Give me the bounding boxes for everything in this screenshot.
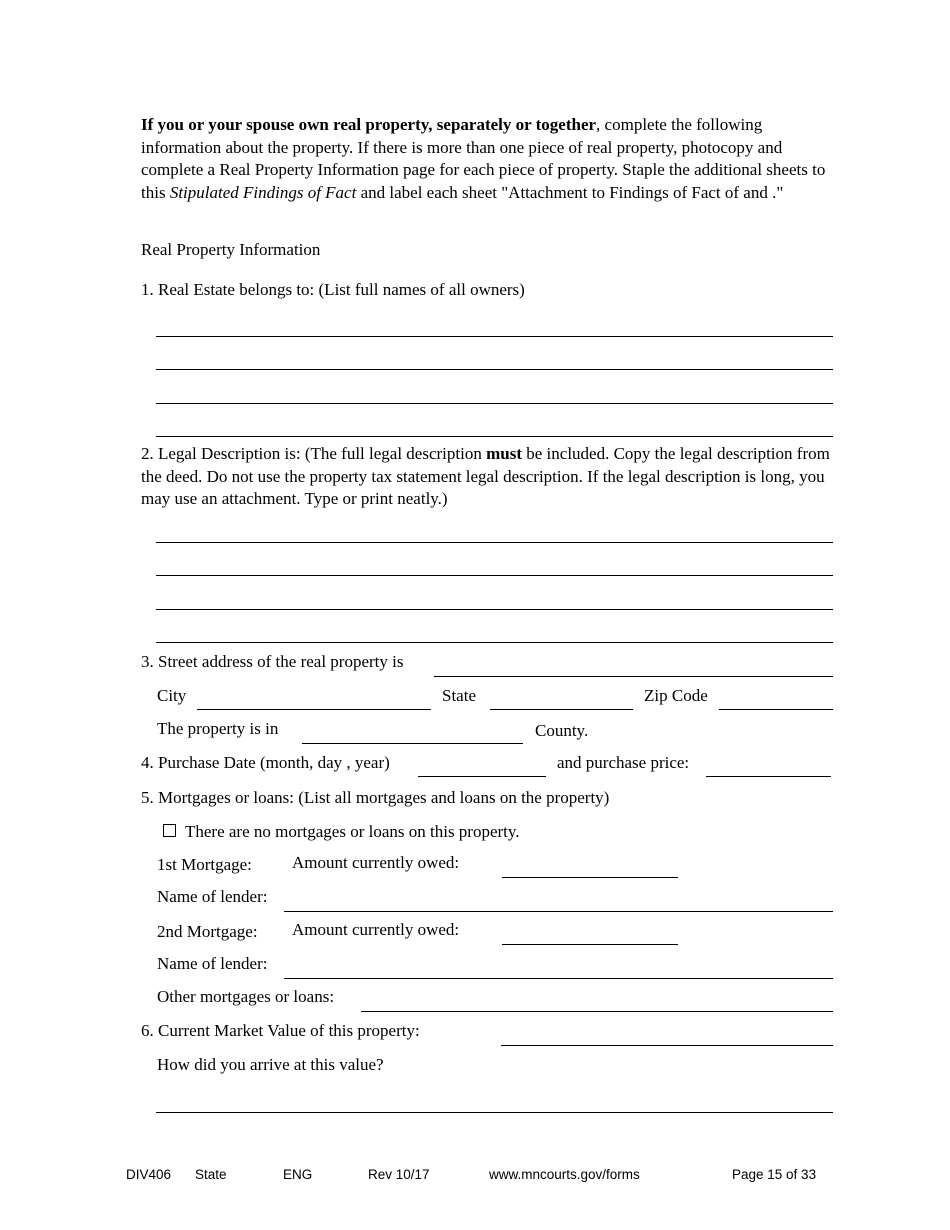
legal-description-line-4[interactable] [156, 642, 833, 643]
no-mortgages-label: There are no mortgages or loans on this property. [185, 822, 520, 841]
second-lender-field[interactable] [284, 978, 833, 979]
q3-label: 3. Street address of the real property is [141, 652, 404, 671]
purchase-price-label: and purchase price: [557, 753, 690, 772]
footer-page-number: Page 15 of 33 [732, 1167, 817, 1182]
county-field[interactable] [302, 743, 523, 744]
q5-label: 5. Mortgages or loans: (List all mortgages and loans on the property) [141, 788, 610, 807]
owners-line-2[interactable] [156, 369, 833, 370]
street-address-field[interactable] [434, 676, 833, 677]
intro-text-1: , complete the following information about the property. If there is more than one piece of real property, photocopy and complete a Real Property Information page for each piece of property. Staple the additional sheets to this [141, 115, 826, 202]
second-lender-label: Name of lender: [157, 954, 268, 973]
first-amount-owed-label: Amount currently owed: [292, 853, 460, 872]
intro-paragraph [141, 114, 841, 204]
q4-label: 4. Purchase Date (month, day , year) [141, 753, 390, 772]
intro-bold-lead: If you or your spouse own real property, separately or together [141, 115, 597, 134]
q2-must: must [486, 444, 523, 463]
q2-label [141, 443, 831, 511]
footer-revision: Rev 10/17 [368, 1167, 430, 1182]
intro-text-2: and label each sheet "Attachment to Findings of Fact of and ." [356, 182, 784, 202]
county-label: County. [535, 721, 589, 740]
q2-text-2: be included. Copy the legal description from the deed. Do not use the property tax statement legal description. If the legal description is long, you may use an attachment. Type or print neatly.) [141, 444, 830, 508]
value-method-label: How did you arrive at this value? [157, 1055, 384, 1074]
purchase-price-field[interactable] [706, 776, 831, 777]
zip-code-label: Zip Code [644, 686, 708, 705]
no-mortgages-checkbox[interactable] [163, 824, 176, 837]
state-label: State [442, 686, 476, 705]
q2-text-1: 2. Legal Description is: (The full legal description [141, 444, 487, 463]
other-mortgages-field[interactable] [361, 1011, 833, 1012]
footer-state: State [195, 1167, 227, 1182]
state-field[interactable] [490, 709, 633, 710]
second-amount-owed-label: Amount currently owed: [292, 920, 460, 939]
footer-language: ENG [283, 1167, 313, 1182]
city-field[interactable] [197, 709, 431, 710]
q1-label: 1. Real Estate belongs to: (List full names of all owners) [141, 280, 525, 299]
first-mortgage-label: 1st Mortgage: [157, 855, 252, 874]
first-lender-field[interactable] [284, 911, 833, 912]
owners-line-3[interactable] [156, 403, 833, 404]
purchase-date-field[interactable] [418, 776, 546, 777]
owners-line-1[interactable] [156, 336, 833, 337]
footer-form-id: DIV406 [126, 1167, 172, 1182]
section-title: Real Property Information [141, 240, 321, 259]
city-label: City [157, 686, 187, 705]
first-lender-label: Name of lender: [157, 887, 268, 906]
owners-line-4[interactable] [156, 436, 833, 437]
property-in-label: The property is in [157, 719, 279, 738]
second-mortgage-label: 2nd Mortgage: [157, 922, 258, 941]
first-amount-owed-field[interactable] [502, 877, 678, 878]
value-method-field[interactable] [156, 1112, 833, 1113]
second-amount-owed-field[interactable] [502, 944, 678, 945]
intro-document-title: Stipulated Findings of Fact [169, 182, 357, 202]
legal-description-line-2[interactable] [156, 575, 833, 576]
market-value-field[interactable] [501, 1045, 833, 1046]
footer-url[interactable]: www.mncourts.gov/forms [489, 1167, 640, 1182]
legal-description-line-3[interactable] [156, 609, 833, 610]
other-mortgages-label: Other mortgages or loans: [157, 987, 335, 1006]
zip-code-field[interactable] [719, 709, 833, 710]
legal-description-line-1[interactable] [156, 542, 833, 543]
q6-label: 6. Current Market Value of this property: [141, 1021, 420, 1040]
